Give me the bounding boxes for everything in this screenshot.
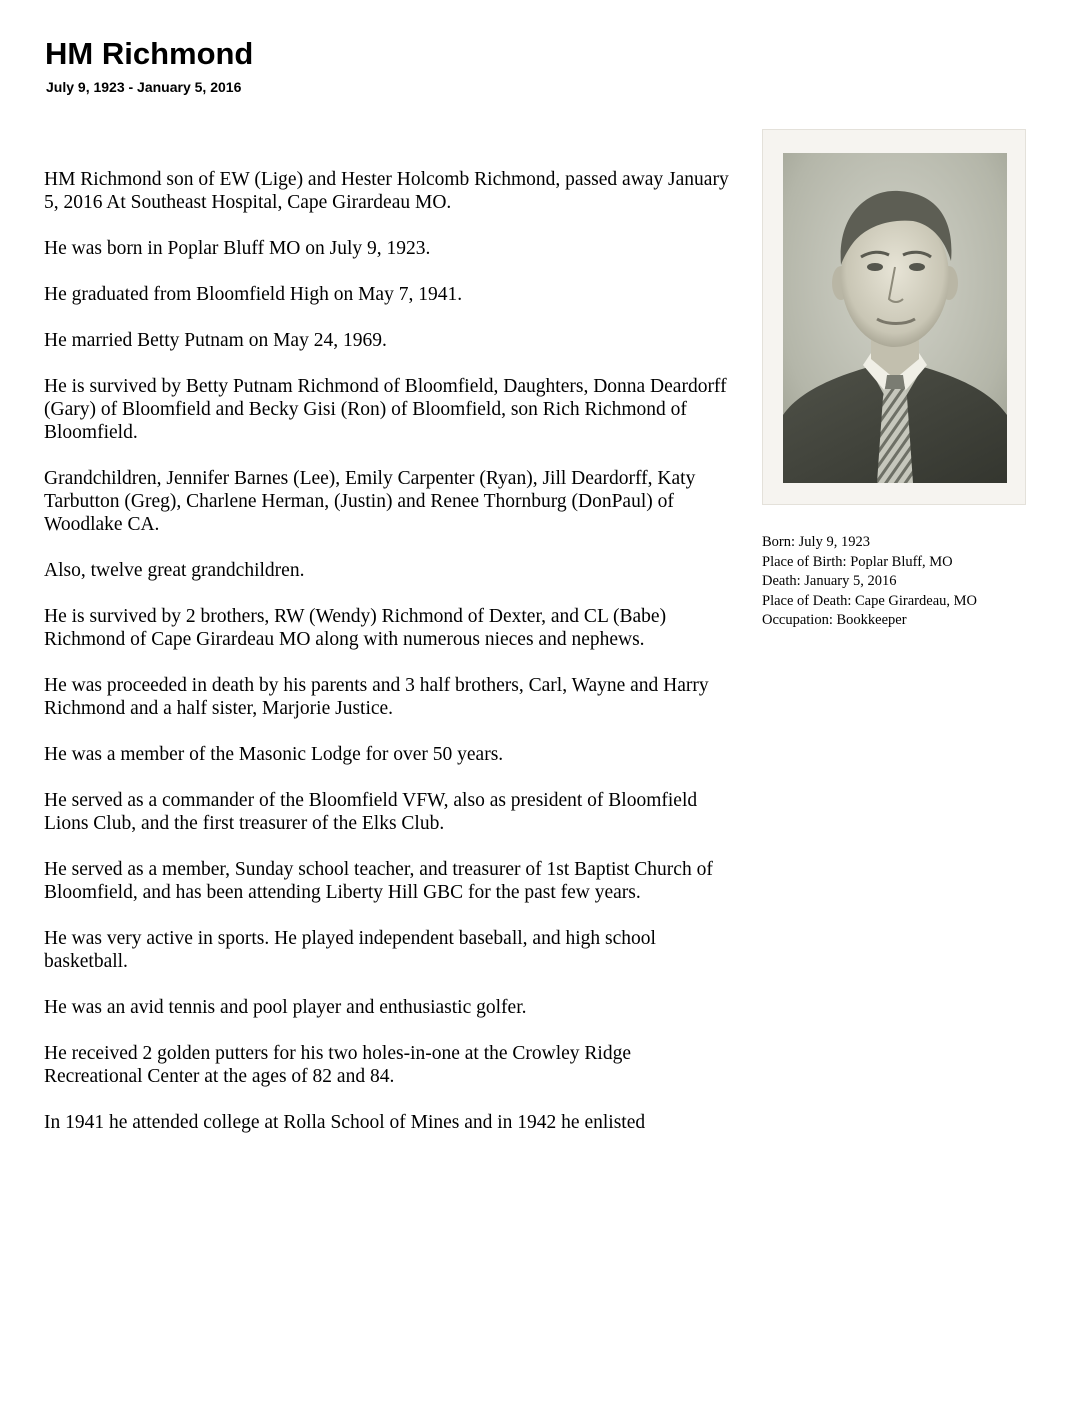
fact-death: Death: January 5, 2016 xyxy=(762,573,897,589)
obituary-paragraph: HM Richmond son of EW (Lige) and Hester Holcomb Richmond, passed away January 5, 2016 At Southeast Hospital, Cape Girardeau MO. xyxy=(44,169,729,213)
page-title: HM Richmond xyxy=(45,36,254,71)
portrait-photo xyxy=(783,153,1007,483)
obituary-paragraph: Grandchildren, Jennifer Barnes (Lee), Emily Carpenter (Ryan), Jill Deardorff, Katy Tarbutton (Greg), Charlene Herman, (Justin) and Renee Thornburg (DonPaul) of Woodlake CA. xyxy=(44,468,696,535)
fact-place-of-birth: Place of Birth: Poplar Bluff, MO xyxy=(762,553,953,570)
obituary-paragraph: He was born in Poplar Bluff MO on July 9, 1923. xyxy=(44,238,431,259)
fact-place-of-death: Place of Death: Cape Girardeau, MO xyxy=(762,592,978,609)
fact-occupation: Occupation: Bookkeeper xyxy=(762,612,907,628)
life-dates: July 9, 1923 - January 5, 2016 xyxy=(46,79,242,95)
obituary-body xyxy=(44,168,734,1157)
obituary-paragraph: He is survived by Betty Putnam Richmond of Bloomfield, Daughters, Donna Deardorff (Gary) of Bloomfield and Becky Gisi (Ron) of Bloomfield, son Rich Richmond of Bloomfield. xyxy=(44,376,727,443)
obituary-paragraph: He is survived by 2 brothers, RW (Wendy) Richmond of Dexter, and CL (Babe) Richmond of Cape Girardeau MO along with numerous nieces and nephews. xyxy=(44,606,667,650)
obituary-paragraph: He served as a commander of the Bloomfield VFW, also as president of Bloomfield Lions Club, and the first treasurer of the Elks Club. xyxy=(44,790,698,834)
obituary-paragraph: He received 2 golden putters for his two holes-in-one at the Crowley Ridge Recreational Center at the ages of 82 and 84. xyxy=(44,1043,632,1087)
obituary-paragraph: He served as a member, Sunday school teacher, and treasurer of 1st Baptist Church of Bloomfield, and has been attending Liberty Hill GBC for the past few years. xyxy=(44,859,713,903)
obituary-paragraph: Also, twelve great grandchildren. xyxy=(44,560,305,581)
obituary-paragraph: He was a member of the Masonic Lodge for over 50 years. xyxy=(44,744,504,765)
obituary-paragraph: He was very active in sports. He played independent baseball, and high school basketball. xyxy=(44,928,656,972)
fact-born: Born: July 9, 1923 xyxy=(762,534,870,550)
vital-facts xyxy=(762,533,1062,631)
obituary-paragraph: He graduated from Bloomfield High on May 7, 1941. xyxy=(44,284,463,305)
portrait-frame xyxy=(762,129,1026,505)
obituary-paragraph: He was an avid tennis and pool player and enthusiastic golfer. xyxy=(44,997,527,1018)
obituary-paragraph: In 1941 he attended college at Rolla School of Mines and in 1942 he enlisted xyxy=(44,1112,646,1133)
obituary-paragraph: He married Betty Putnam on May 24, 1969. xyxy=(44,330,387,351)
obituary-paragraph: He was proceeded in death by his parents and 3 half brothers, Carl, Wayne and Harry Richmond and a half sister, Marjorie Justice. xyxy=(44,675,709,719)
